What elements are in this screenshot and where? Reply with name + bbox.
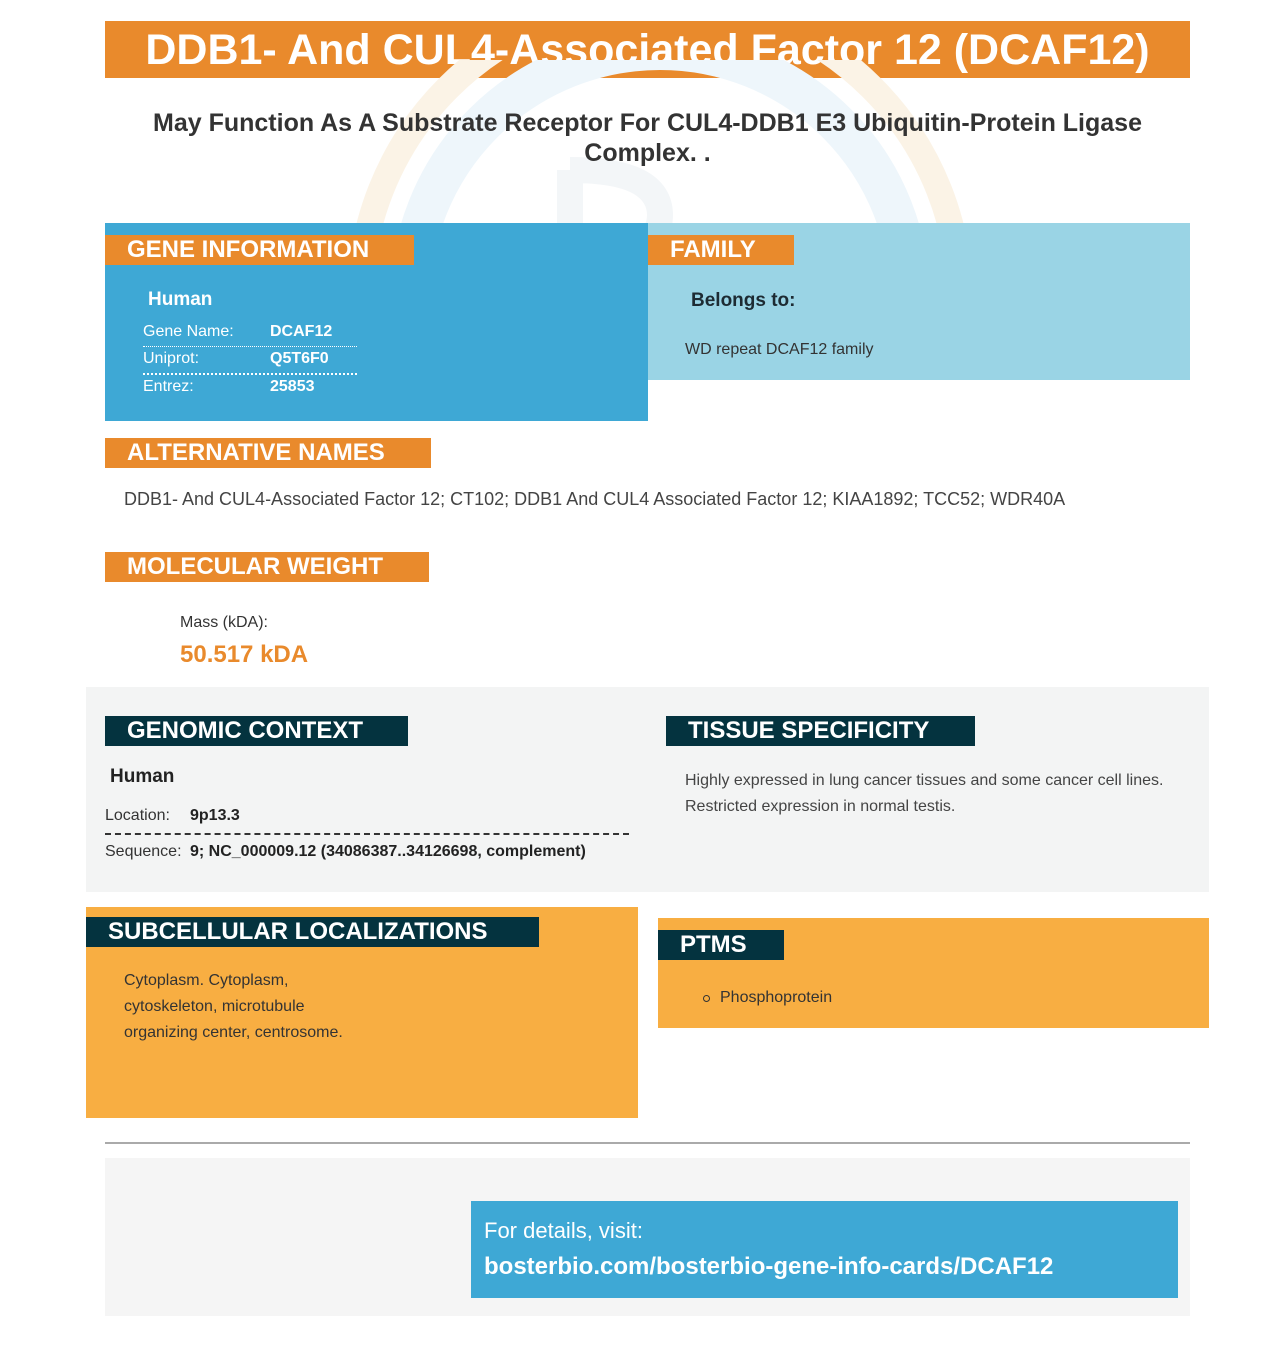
gene-name-label: Gene Name: xyxy=(143,323,234,340)
uniprot-value: Q5T6F0 xyxy=(270,350,329,367)
page-title: DDB1- And CUL4-Associated Factor 12 (DCAF12) xyxy=(105,21,1190,78)
family-belongs-label: Belongs to: xyxy=(691,290,796,311)
entrez-label: Entrez: xyxy=(143,378,194,395)
gene-name-value: DCAF12 xyxy=(270,323,333,340)
entrez-row xyxy=(143,374,357,401)
subcellular-localizations-heading: SUBCELLULAR LOCALIZATIONS xyxy=(86,917,539,947)
entrez-value: 25853 xyxy=(270,378,315,395)
tissue-specificity-text: Highly expressed in lung cancer tissues and some cancer cell lines. Restricted expression in normal testis. xyxy=(685,772,1164,815)
bullet-icon xyxy=(703,995,710,1002)
genomic-context-heading: GENOMIC CONTEXT xyxy=(105,716,408,746)
page-subtitle: May Function As A Substrate Receptor For CUL4-DDB1 E3 Ubiquitin-Protein Ligase Complex. . xyxy=(153,109,1142,167)
alternative-names-heading: ALTERNATIVE NAMES xyxy=(105,438,431,468)
family-value: WD repeat DCAF12 family xyxy=(685,341,874,358)
genomic-organism: Human xyxy=(110,766,175,787)
gene-organism: Human xyxy=(148,289,213,310)
uniprot-label: Uniprot: xyxy=(143,350,200,367)
mass-label: Mass (kDA): xyxy=(180,614,268,631)
ptms-heading: PTMS xyxy=(658,930,784,960)
gene-name-row xyxy=(143,319,357,347)
family-heading: FAMILY xyxy=(648,235,794,265)
location-value: 9p13.3 xyxy=(190,807,240,824)
ptms-panel xyxy=(658,918,1209,1028)
sequence-value: 9; NC_000009.12 (34086387..34126698, complement) xyxy=(190,843,586,860)
alternative-names-text: DDB1- And CUL4-Associated Factor 12; CT102; DDB1 And CUL4 Associated Factor 12; KIAA1892; TCC52; WDR40A xyxy=(124,489,1066,509)
sequence-label: Sequence: xyxy=(105,843,182,860)
subcellular-localizations-text: Cytoplasm. Cytoplasm, cytoskeleton, microtubule organizing center, centrosome. xyxy=(124,972,343,1041)
sequence-row xyxy=(105,839,645,865)
tissue-specificity-heading: TISSUE SPECIFICITY xyxy=(666,716,975,746)
uniprot-row xyxy=(143,346,357,375)
details-box xyxy=(471,1201,1178,1298)
mass-value: 50.517 kDA xyxy=(180,641,309,668)
location-row xyxy=(105,803,629,835)
ptm-item: Phosphoprotein xyxy=(720,989,833,1006)
molecular-weight-heading: MOLECULAR WEIGHT xyxy=(105,552,429,582)
details-label: For details, visit: xyxy=(484,1218,643,1243)
location-label: Location: xyxy=(105,807,170,824)
details-link[interactable]: bosterbio.com/bosterbio-gene-info-cards/DCAF12 xyxy=(484,1253,1054,1280)
gene-information-heading: GENE INFORMATION xyxy=(105,235,414,265)
divider xyxy=(105,1142,1190,1144)
